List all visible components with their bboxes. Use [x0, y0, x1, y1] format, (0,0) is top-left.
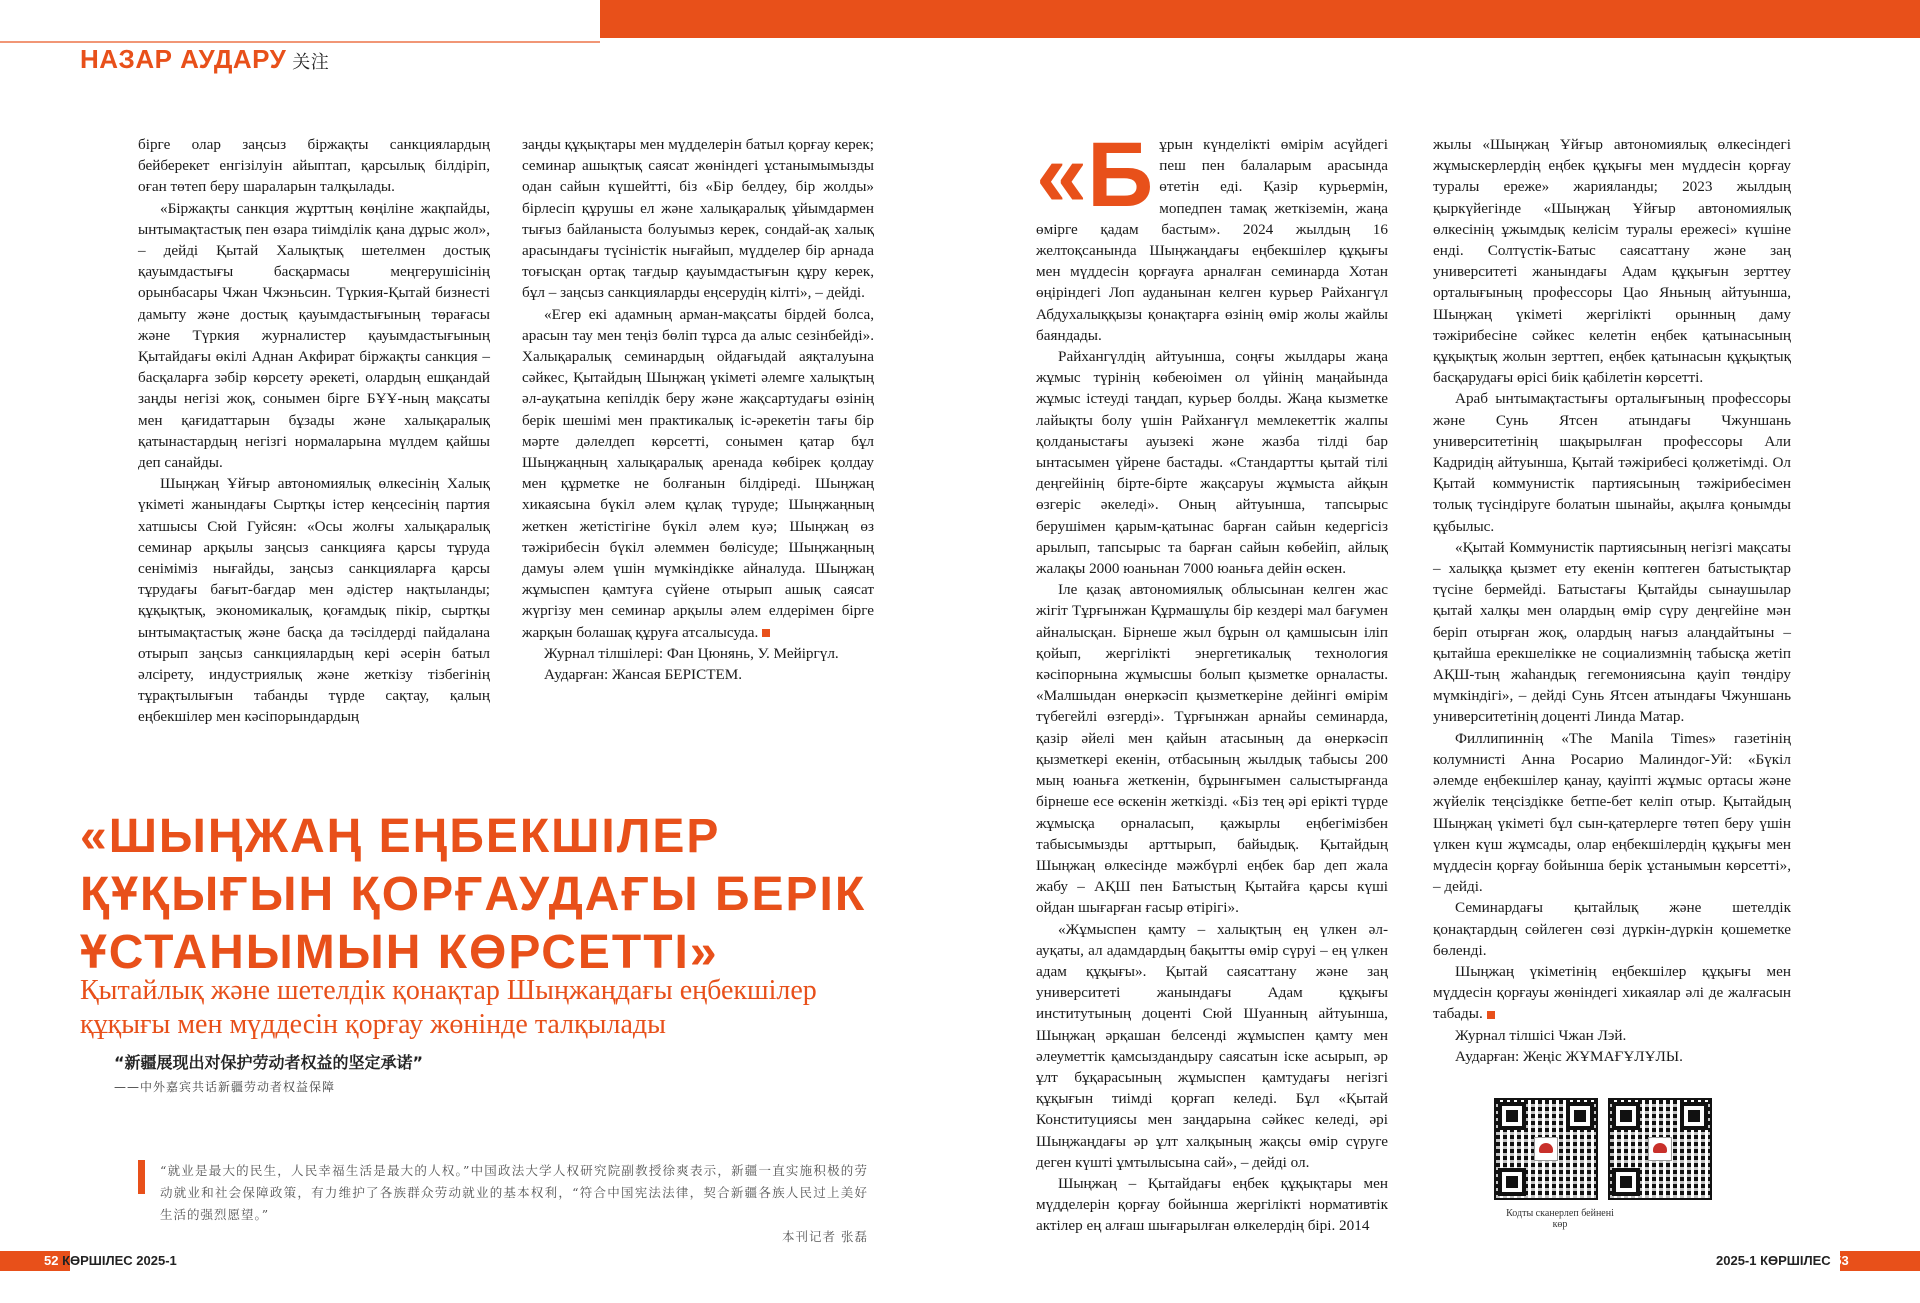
qr-logo-icon	[1534, 1137, 1558, 1161]
qr-logo-icon	[1648, 1137, 1672, 1161]
qr-finder-icon	[1566, 1102, 1594, 1130]
header-accent-bar	[600, 0, 1920, 38]
chinese-summary	[160, 1160, 868, 1248]
section-label	[80, 44, 329, 75]
qr-finder-icon	[1612, 1168, 1640, 1196]
paragraph: Филлипиннің «The Manila Times» газетінің колумнисті Анна Росарио Малиндог-Уй: «Бүкіл әлемде еңбекшілер қанау, қауіпті жұмыс ортасы және жүйелік теңсіздікке бетпе-бет келіп отыр. Қытайдың Шыңжаң үкіметі бұл сын-қатерлерге төтеп беру үшін үлкен күш жұмсады, олар еңбекшілердің құқығы мен мүддесін қорғау бойынша берік ұстанымын көрсетті», – дейді.	[1433, 729, 1791, 896]
paragraph: Араб ынтымақтастығы орталығының профессоры және Сунь Ятсен атындағы Чжуншань университетінің шақырылған профессоры Али Кадридің айтуынша, Қытай тәжірибесі қолжетімді. Ол Қытай коммунистік партиясының тәжірибесімен толық түсіндіруге болатын шынайы, ақылға қонымды құбылыс.	[1433, 390, 1791, 535]
chinese-summary-text: “就业是最大的民生，人民幸福生活是最大的人权。”中国政法大学人权研究院副教授徐爽表示，新疆一直实施积极的劳动就业和社会保障政策，有力维护了各族群众劳动就业的基本权利，“符合中国宪法法律，契合新疆各族人民过上美好生活的强烈愿望。”	[160, 1163, 868, 1222]
qr-caption: Кодты сканерлеп бейнені көр	[1506, 1208, 1614, 1230]
paragraph	[1433, 961, 1791, 1025]
header-divider	[0, 41, 600, 43]
qr-finder-icon	[1612, 1102, 1640, 1130]
qr-finder-icon	[1680, 1102, 1708, 1130]
section-title-cn: 关注	[292, 52, 330, 72]
end-mark-icon	[762, 629, 770, 637]
byline-reporter: Журнал тілшісі Чжан Лэй.	[1455, 1026, 1627, 1044]
paragraph: Іле қазақ автономиялық облысынан келген жас жігіт Тұрғынжан Құрмашұлы бір кездері мал бағумен айналысқан. Бірнеше жыл бұрын ол қамшысын іліп қойып, жергілікті энергетикалық технология кәсіпорнына жұмысшы болып қызметке орналасты. «Малшыдан өнеркәсіп қызметкеріне дейінгі өмірім түбегейлі өзгерді». Тұрғынжан арнайы семинарда, қазір әйелі мен қайын атасының да өнеркәсіп қызметкері екенін, отбасының жылдық табысы 200 мың юаньға жеткенін, бұрынғымен салыстырғанда бірнеше есе өскенін жеткізді. «Біз тең әрі ерікті түрде жұмысқа орналасып, қажырлы еңбегімізбен табысымызды арттырып, байыдық. Қытайдың Шыңжаң өлкесінде мәжбүрлі еңбек бар деп жала жабу – АҚШ пен Батыстың Қытайға қарсы күші ойдан шығарған ғасыр өтірігі».	[1036, 581, 1388, 917]
chinese-title: “新疆展现出对保护劳动者权益的坚定承诺”	[114, 1053, 424, 1072]
paragraph: «Біржақты санкция жұрттың көңіліне жақпайды, ынтымақтастық пен өзара тиімділік қана дұрыс жол», – дейді Қытай Халықтық шетелмен достық қауымдастығы басқармасы меңгерушісінің орынбасары Чжан Чжэньсин. Түркия-Қытай бизнесті дамыту және достық қауымдастығының төрағасы және Түркия журналистер қауымдастығының Қытайдағы өкілі Аднан Акфират біржақты санкция – басқаларға зәбір көрсету әрекеті, олардың ешқандай заңды негізі жоқ, сонымен бірге БҰҰ-ның мақсаты мен қағидаттарын бұзады және халықаралық қатынастардың негізгі нормаларына мүлдем қайшы деп санайды.	[138, 199, 490, 472]
lead-text: ұрын күнделікті өмірім асүйдегі пеш пен балаларым арасында өтетін еді. Қазір курьермін, мопедпен тамақ жеткіземін, жаңа өмірге қадам бастым». 2024 жылдың 16 желтоқсанында Шыңжаңдағы еңбекшілер құқығы мен мүддесін қорғауға арналған семинарда Хотан өңіріндегі Лоп ауданынан келген курьер Райхангүл Абдухалыққызы қонақтарға өзінің өмір жолы жайлы баяндады.	[1036, 136, 1388, 344]
page-number-right: 53	[1834, 1253, 1849, 1268]
drop-cap: «Б	[1036, 124, 1154, 226]
paragraph: Шыңжаң Ұйғыр автономиялық өлкесінің Халық үкіметі жанындағы Сыртқы істер кеңсесінің партия хатшысы Сюй Гуйсян: «Осы жолғы халықаралық семинар арқылы заңсыз санкцияға қарсы тұруда сеніміміз нығайды, заңсыз санкцияларға қарсы тұрудағы бағыт-бағдар мен әдістер нақтыланды; құқықтық, экономикалық, қоғамдық пікір, сыртқы ынтымақтастық және басқа да тәсілдерді пайдалана отырып заңсыз санкциялардың кері әсерін батыл әлсірету, индустриялық және жеткізу тізбегінің тұрақтылығын табанды түрде сақтау, қалың еңбекшілер мен кәсіпорындардың	[138, 475, 490, 726]
footer-left-title: КӨРШІЛЕС 2025-1	[62, 1253, 177, 1268]
footer-left	[44, 1251, 177, 1271]
article-column-4	[1433, 134, 1791, 1067]
qr-code-icon[interactable]	[1494, 1098, 1598, 1200]
article-column-1	[138, 134, 490, 728]
footer-bar-right	[1840, 1251, 1920, 1271]
byline-translator: Аударған: Жансая БЕРІСТЕМ.	[544, 666, 743, 684]
lead-paragraph	[1036, 124, 1388, 346]
byline-translator: Аударған: Жеңіс ЖҰМАҒҰЛҰЛЫ.	[1455, 1047, 1683, 1065]
paragraph: Семинардағы қытайлық және шетелдік қонақтардың сөйлеген сөзі дүркін-дүркін қошеметке бөленді.	[1433, 899, 1791, 959]
article-column-2	[522, 134, 874, 685]
paragraph-text: «Егер екі адамның арман-мақсаты бірдей болса, арасын тау мен теңіз бөліп тұрса да алыс сезінбейді». Халықаралық семинардың ойдағыдай аяқталуына сәйкес, Қытайдың Шыңжаң үкіметі әлемге халықтың әл-ауқатына кепілдік беру және жақсартудағы өзінің берік шешімі мен практикалық іс-әрекетін тағы бір мәрте дәлелдеп көрсетті, сонымен қатар бұл Шыңжаңның халықаралық аренада көбірек қолдау мен құрметке не болғанын білдіреді. Шыңжаң хикаясына бүкіл әлем құлақ түруде; Шыңжаңның жеткен жетістігіне бүкіл әлем куә; Шыңжаң өз тәжірибесін бүкіл әлеммен бөлісуде; Шыңжаңның дамуы әлем үшін мүмкіндікке айналуда. Шыңжаң жұмыспен қамтуға сүйене отырып ашық саясат жүргізу мен семинар арқылы әлем елдерімен бірге жарқын болашақ құруға атсалысуда.	[522, 305, 874, 641]
chinese-subtitle: ——中外嘉宾共话新疆劳动者权益保障	[114, 1080, 336, 1094]
qr-finder-icon	[1498, 1168, 1526, 1196]
paragraph: бірге олар заңсыз біржақты санкциялардың бейберекет енгізілуін айыптап, қарсылық білдіріп, оған төтеп беру шараларын талқылады.	[138, 136, 490, 196]
footer-right-title: 2025-1 КӨРШІЛЕС	[1716, 1253, 1831, 1268]
section-title: НАЗАР АУДАРУ	[80, 44, 287, 74]
quote-accent-bar	[138, 1160, 145, 1194]
paragraph: жылы «Шыңжаң Ұйғыр автономиялық өлкесіндегі жұмыскерлердің еңбек құқығы мен мүддесін қорғау туралы ереже» жарияланды; 2023 жылдың қыркүйегінде «Шыңжаң Ұйғыр автономиялық өлкесінің ұжымдық келісім туралы ережесі» күшіне енді. Солтүстік-Батыс саясаттану және заң университеті жанындағы Адам құқығын зерттеу орталығының профессоры Цао Яньның айтуынша, Шыңжаң үкіметі жергілікті орынның даму тәжірибесіне сәйкес келетін еңбек қатынасының құқықтық жолын зерттеп, еңбек қатынасын құқықтық басқарудағы өрісі биік қабілетін көрсетті.	[1433, 136, 1791, 387]
qr-code-icon[interactable]	[1608, 1098, 1712, 1200]
byline-reporters: Журнал тілшілері: Фан Цюнянь, У. Мейіргүл.	[544, 644, 839, 662]
article-subheadline: Қытайлық және шетелдік қонақтар Шыңжаңдағы еңбекшілер құқығы мен мүддесін қорғау жөнінде талқылады	[80, 975, 817, 1040]
paragraph: «Жұмыспен қамту – халықтың ең үлкен әл-ауқаты, ал адамдардың бақытты өмір сүруі – ең үлкен адам құқығы». Қытай саясаттану және заң университеті жанындағы Адам құқығы институтының доценті Сюй Шуанның айтуынша, Шыңжаң әрқашан белсенді жұмыспен қамту мен әлеуметтік қамсыздандыру саясатын іске асырып, әр ұлт бұқарасының жұмыспен қамтудағы негізгі құқығын тиімді қорғап келеді. Бұл «Қытай Конституциясы мен заңдарына сәйкес келеді, әрі Шыңжаңдағы әр ұлт халқының жақсы өмір сүруге деген күшті ұмтылысына сай», – дейді ол.	[1036, 920, 1388, 1171]
paragraph: «Қытай Коммунистік партиясының негізгі мақсаты – халыққа қызмет ету екенін көптеген батыстықтар түсіне бермейді. Батыстағы Қытайды сынаушылар қытай халқы мен олардың өмір сүру деңгейіне мән беріп отырған жоқ, олардың нағыз алаңдайтыны – қытайша ерекшелікке не социализмнің табысқа жетіп АҚШ-тың жаһандық гегемониясына қауіп төндіру мүмкіндігі», – дейді Сунь Ятсен атындағы Чжуншань университетінің доценті Линда Матар.	[1433, 538, 1791, 726]
paragraph: Шыңжаң – Қытайдағы еңбек құқықтары мен мүдделерін қорғау бойынша жергілікті нормативтік актілер ең алғаш шығарылған өлкелердің бірі. 2014	[1036, 1174, 1388, 1235]
footer-right	[1716, 1251, 1849, 1271]
article-column-3	[1036, 124, 1388, 1237]
paragraph: Райхангүлдің айтуынша, соңғы жылдары жаңа жұмыс түрінің көбеюімен ол үйінің маңайында жұмыс істеуді таңдап, курьер болды. Жаңа кызметке лайықты болу үшін Райханғүл мемлекеттік жалпы қолданыстағы ауызекі және жазба тілді бар ынтасымен үйрене бастады. «Стандартты қытай тілі деңгейінің біртe-біртe жақсаруы жұмыста айқын өзгеріс әкеледі». Оның айтуынша, тапсырыс берушімен қарым-қатынас барған сайын кедергісіз арылып, тапсырыс та барған сайын көбейіп, айлық жалақы 2000 юаньнан 7000 юаньға дейін өскен.	[1036, 348, 1388, 578]
paragraph: заңды құқықтары мен мүдделерін батыл қорғау керек; семинар ашықтық саясат жөніндегі ұстанымымызды одан сайын күшейтті, біз «Бір белдеу, бір жолды» бірлесіп құрушы ел және халықаралық ұйымдармен тығыз байланыста болуымыз керек, сондай-ақ халық арасындағы түсіністік нығайып, мүдделер бір арнада тоғысқан ортақ тағдыр қауымдастығын құру керек, бұл – заңсыз санкцияларды еңсерудің кілті», – дейді.	[522, 136, 874, 302]
paragraph-text: Шыңжаң үкіметінің еңбекшілер құқығы мен мүддесін қорғауы жөніндегі хикаялар әлі де жалғасын табады.	[1433, 962, 1791, 1023]
chinese-credit: 本刊记者 张磊	[782, 1229, 868, 1244]
qr-finder-icon	[1498, 1102, 1526, 1130]
paragraph	[522, 304, 874, 643]
end-mark-icon	[1487, 1011, 1495, 1019]
article-headline: «ШЫҢЖАҢ ЕҢБЕКШІЛЕР ҚҰҚЫҒЫН ҚОРҒАУДАҒЫ БЕРІК ҰСТАНЫМЫН КӨРСЕТТІ»	[80, 810, 867, 979]
page-number-left: 52	[44, 1253, 59, 1268]
